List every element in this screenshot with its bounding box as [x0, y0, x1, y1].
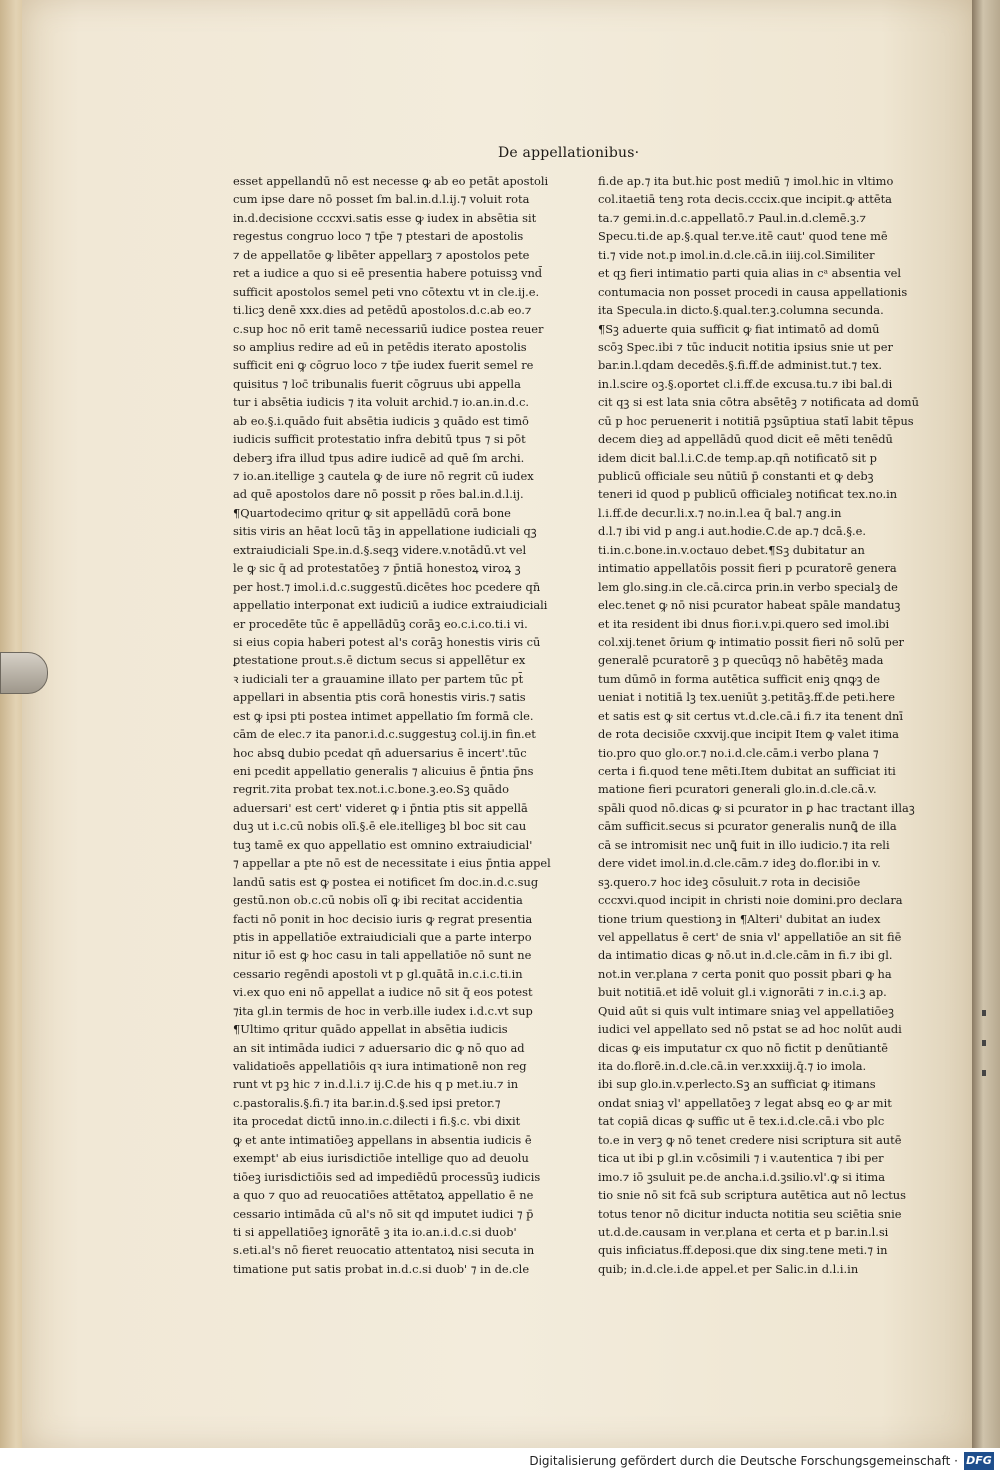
text-line: to.e in verꝫ ꝙ nō tenet credere nisi scriptura sit autē: [598, 1132, 902, 1147]
text-line: ⁊ appellar a pte nō est de necessitate i eius p̄ntia appel: [233, 856, 551, 871]
text-line: tica ut ibi p gl.in v.cōsimili ⁊ i v.autentica ⁊ ibi per: [598, 1151, 884, 1166]
text-line: Quid aūt si quis vult intimare sniaꝫ vel appellatiōeꝫ: [598, 1003, 894, 1018]
text-line: ita procedat dictū inno.in.c.dilecti i fi.§.c. vbi dixit: [233, 1114, 521, 1129]
text-line: c.pastoralis.§.fi.⁊ ita bar.in.d.§.sed ipsi pretor.⁊: [233, 1095, 501, 1110]
text-line: an sit intimāda iudici ⁊ aduersario dic ꝙ nō quo ad: [233, 1040, 525, 1055]
text-line: a quo ⁊ quo ad reuocatiōes attētatoꝝ appellatio ē ne: [233, 1188, 534, 1203]
text-line: cccxvi.quod incipit in christi noie domini.pro declara: [598, 893, 903, 908]
text-line: tur i absētia iudicis ⁊ ita voluit archid.⁊ io.an.in.d.c.: [233, 395, 529, 410]
text-line: cum ipse dare nō posset ſm bal.in.d.l.ij.⁊ voluit rota: [233, 192, 530, 207]
text-line: deberꝫ ifra illud tpus adire iudicē ad quē ſm archi.: [233, 450, 525, 465]
text-line: sufficit eni ꝙ cōgruo loco ⁊ tp̄e iudex fuerit semel re: [233, 358, 534, 373]
text-line: per host.⁊ imol.i.d.c.suggestū.dicētes hoc pcedere qn̄: [233, 579, 541, 594]
text-line: ⁊ de appellatōe ꝙ libēter appellarꝫ ⁊ apostolos pete: [233, 247, 530, 262]
text-line: dere videt imol.in.d.cle.cām.⁊ ideꝫ do.flor.ibi in v.: [598, 856, 881, 871]
text-line: buit notitiā.et idē voluit gl.i v.ignorāti ⁊ in.c.i.ꝫ ap.: [598, 985, 887, 1000]
text-line: vi.ex quo eni nō appellat a iudice nō sit q̄ eos potest: [233, 985, 533, 1000]
text-line: lem glo.sing.in cle.cā.circa prin.in verbo specialꝫ de: [598, 579, 898, 594]
page-fore-edge: [972, 0, 1000, 1448]
text-line: d.l.⁊ ibi vid p ang.i aut.hodie.C.de ap.⁊ dcā.§.e.: [598, 524, 867, 539]
dfg-logo[interactable]: DFG: [964, 1452, 994, 1470]
text-line: tuꝫ tamē ex quo appellatio est omnino extraiudicial': [233, 837, 533, 852]
text-line: iudici vel appellato sed nō pstat se ad hoc nolūt audi: [598, 1022, 902, 1037]
text-line: ¶Quartodecimo qritur ꝙ sit appellādū corā bone: [233, 505, 511, 520]
text-line: aduersari' est cert' videret ꝙ i p̄ntia ptis sit appellā: [233, 800, 528, 815]
text-line: imo.⁊ iō ꝫsuluit pe.de ancha.i.d.ꝫsilio.vl'.ꝙ si itima: [598, 1169, 885, 1184]
text-line: decem dieꝫ ad appellādū quod dicit eē mēti tenēdū: [598, 432, 893, 447]
text-line: gestū.non ob.c.cū nobis olī ꝙ ibi recitat accidentia: [233, 893, 523, 908]
edge-mark: [982, 1010, 986, 1016]
text-line: in.l.scire oꝫ.§.oportet cl.i.ff.de excusa.tu.⁊ ibi bal.di: [598, 376, 893, 391]
text-line: regrit.⁊ita probat tex.not.i.c.bone.ꝫ.eo.Sꝫ quādo: [233, 782, 509, 797]
text-line: dicas ꝙ eis imputatur cx quo nō fictit p denūtiantē: [598, 1040, 889, 1055]
text-line: ab eo.§.i.quādo fuit absētia iudicis ꝫ quādo est timō: [233, 413, 529, 428]
text-line: facti nō ponit in hoc decisio iuris ꝙ regrat presentia: [233, 911, 533, 926]
text-line: regestus congruo loco ⁊ tp̄e ⁊ ptestari de apostolis: [233, 229, 524, 244]
text-line: ptis in appellatiōe extraiudiciali que a parte interpo: [233, 929, 532, 944]
text-line: eni pcedit appellatio generalis ⁊ alicuius ē p̄ntia p̄ns: [233, 764, 534, 778]
text-line: hoc absꝗ dubio pcedat qn̄ aduersarius ē incert'.tūc: [233, 745, 527, 760]
text-line: contumacia non posset procedi in causa appellationis: [598, 284, 908, 299]
text-line: vel appellatus ē cert' de snia vl' appellatiōe an sit fiē: [598, 929, 902, 944]
text-line: ⁊ io.an.itellige ꝫ cautela ꝙ de iure nō regrit cū iudex: [233, 469, 534, 483]
text-line: cū p hoc peruenerit i notitiā pꝫsūptiua statī labit tēpus: [598, 413, 914, 428]
text-line: ¶Sꝫ aduerte quia sufficit ꝙ fiat intimatō ad domū: [598, 321, 880, 336]
text-line: ¶Ultimo qritur quādo appellat in absētia iudicis: [233, 1022, 508, 1037]
text-line: teneri id quod p publicū officialeꝫ notificat tex.no.in: [598, 487, 898, 502]
text-line: extraiudiciali Spe.in.d.§.seqꝫ videre.v.notādū.vt vel: [233, 542, 527, 557]
text-line: timatione put satis probat in.d.c.si duob' ⁊ in de.cle: [233, 1261, 530, 1276]
text-line: exempt' ab eius iurisdictiōe intellige quo ad deuolu: [233, 1151, 529, 1166]
text-line: ꝙ et ante intimatiōeꝫ appellans in absentia iudicis ē: [233, 1132, 532, 1147]
text-line: est ꝙ ipsi pti postea intimet appellatio ſm formā cle.: [233, 708, 534, 723]
text-line: runt vt pꝫ hic ⁊ in.d.l.i.⁊ ij.C.de his q p met.iu.⁊ in: [233, 1077, 519, 1092]
text-line: quisitus ⁊ loc̄ tribunalis fuerit cōgruus ubi appella: [233, 376, 521, 391]
edge-mark: [982, 1070, 986, 1076]
text-line: ita Specula.in dicto.§.qual.ter.ꝫ.columna secunda.: [598, 303, 884, 318]
text-line: le ꝙ sic q̄ ad protestatōeꝫ ⁊ p̄ntiā honestoꝝ viroꝝ ꝫ: [233, 561, 521, 576]
text-line: c.sup hoc nō erit tamē necessariū iudice postea reuer: [233, 321, 544, 336]
binding-clip: [0, 652, 48, 694]
text-line: cām de elec.⁊ ita panor.i.d.c.suggestuꝫ col.ij.in fin.et: [233, 727, 536, 742]
text-line: fi.de ap.⁊ ita but.hic post mediū ⁊ imol.hic in vltimo: [598, 174, 894, 188]
text-line: ibi sup glo.in.v.perlecto.Sꝫ an sufficiat ꝙ itimans: [598, 1077, 876, 1092]
text-line: esset appellandū nō est necesse ꝙ ab eo petāt apostoli: [233, 174, 549, 188]
text-line: de rota decisiōe cxxvij.que incipit Item ꝙ valet itima: [598, 727, 899, 742]
text-line: validatioēs appellatiōis qꝛ iura intimationē non reg: [233, 1059, 527, 1073]
text-line: sꝫ.quero.⁊ hoc ideꝫ cōsuluit.⁊ rota in decisiōe: [598, 874, 861, 889]
text-line: cessario regēndi apostoli vt p gl.quātā in.c.i.c.ti.in: [233, 966, 523, 981]
text-line: tione trium questionꝫ in ¶Alteri' dubitat an iudex: [598, 911, 881, 926]
funding-footer: [0, 1448, 1000, 1475]
text-line: in.d.decisione cccxvi.satis esse ꝙ iudex in absētia sit: [233, 210, 537, 225]
text-line: certa i fi.quod tene mēti.Item dubitat an sufficiat iti: [598, 764, 896, 778]
text-line: cessario intimāda cū al's nō sit qd imputet iudici ⁊ p̄: [233, 1206, 534, 1221]
text-line: ti.⁊ vide not.p imol.in.d.cle.cā.in iiij.col.Similiter: [598, 247, 875, 262]
text-line: sufficit apostolos semel peti vno cōtextu vt in cle.ij.e.: [233, 284, 540, 299]
text-line: ad quē apostolos dare nō possit p rōes bal.in.d.l.ij.: [233, 487, 524, 502]
text-line: appellatio interponat ext iudiciū a iudice extraiudiciali: [233, 598, 548, 613]
right-text-column: [598, 172, 919, 1278]
text-line: col.xij.tenet ōrium ꝙ intimatio possit fieri nō solū per: [598, 634, 905, 649]
funding-credit: Digitalisierung gefördert durch die Deutsche Forschungsgemeinschaft ·: [529, 1454, 958, 1468]
text-line: bar.in.l.qdam decedēs.§.fi.ff.de administ.tut.⁊ tex.: [598, 358, 883, 373]
text-line: l.i.ff.de decur.li.x.⁊ no.in.l.ea q̄ bal.⁊ ang.in: [598, 505, 842, 520]
text-line: si eius copia haberi potest al's corāꝫ honestis viris cū: [233, 634, 541, 649]
text-line: ⁊ita gl.in termis de hoc in verb.ille iudex i.d.c.vt sup: [233, 1003, 533, 1018]
text-line: ti.in.c.bone.in.v.octauo debet.¶Sꝫ dubitatur an: [598, 542, 865, 557]
text-line: ut.d.de.causam in ver.plana et certa et p bar.in.l.si: [598, 1224, 889, 1239]
text-line: et qꝫ fieri intimatio parti quia alias in cᵃ absentia vel: [598, 266, 902, 281]
text-line: elec.tenet ꝙ nō nisi pcurator habeat spāle mandatuꝫ: [598, 598, 901, 613]
text-line: totus tenor nō dicitur inducta notitia seu sciētia snie: [598, 1206, 902, 1221]
text-line: tat copiā dicas ꝙ suffic ut ē tex.i.d.cle.cā.i vbo plc: [598, 1114, 885, 1129]
text-line: generalē pcuratorē ꝫ p quecūqꝫ nō habētēꝫ mada: [598, 653, 884, 668]
text-line: cit qꝫ si est lata snia cōtra absētēꝫ ⁊ notificata ad domū: [598, 395, 919, 410]
text-line: not.in ver.plana ⁊ certa ponit quo possit pbari ꝙ ha: [598, 966, 892, 981]
text-line: landū satis est ꝙ postea ei notificet ſm doc.in.d.c.sug: [233, 874, 539, 889]
edge-mark: [982, 1040, 986, 1046]
text-line: nitur iō est ꝙ hoc casu in tali appellatiōe nō sunt ne: [233, 948, 532, 963]
text-line: tum dūmō in forma autētica sufficit eniꝫ qnꝙꝫ de: [598, 671, 880, 686]
text-line: tio.pro quo glo.or.⁊ no.i.d.cle.cām.i verbo plana ⁊: [598, 745, 879, 760]
text-line: idem dicit bal.l.i.C.de temp.ap.qn̄ notificatō sit p: [598, 450, 877, 465]
text-line: ita do.florē.in.d.cle.cā.in ver.xxxiij.q̄.⁊ io imola.: [598, 1059, 867, 1073]
running-header: De appellationibus·: [498, 145, 640, 161]
text-line: so amplius redire ad eū in petēdis iterato apostolis: [233, 339, 527, 354]
text-line: ꝛ iudiciali ter a grauamine illato per partem tūc pt̄: [233, 671, 524, 686]
text-line: s.eti.al's nō fieret reuocatio attentatoꝝ nisi secuta in: [233, 1243, 535, 1258]
text-line: duꝫ ut i.c.cū nobis olī.§.ē ele.itelligeꝫ bl boc sit cau: [233, 819, 527, 834]
text-line: intimatio appellatōis possit fieri p pcuratorē genera: [598, 561, 897, 576]
text-line: iudicis sufficit protestatio infra debitū tpus ⁊ si pōt: [233, 432, 526, 447]
text-line: appellari in absentia ptis corā honestis viris.⁊ satis: [233, 690, 526, 705]
text-line: cām sufficit.secus si pcurator generalis nunꝗ̄ de illa: [598, 819, 897, 834]
text-line: publicū officiale seu nūtiū p̄ constanti et ꝙ debꝫ: [598, 469, 874, 483]
text-line: da intimatio dicas ꝙ nō.ut in.d.cle.cām in fi.⁊ ibi gl.: [598, 948, 893, 963]
text-line: quis inficiatus.ff.deposi.que dix sing.tene meti.⁊ in: [598, 1243, 888, 1258]
text-line: ueniat i notitiā lꝫ tex.ueniūt ꝫ.petitāꝫ.ff.de peti.here: [598, 690, 895, 705]
text-line: tio snie nō sit fcā sub scriptura autētica aut nō lectus: [598, 1188, 906, 1203]
text-line: ret a iudice a quo si eē presentia habere potuissꝫ vnd̄: [233, 266, 543, 281]
text-line: ti.licꝫ denē xxx.dies ad petēdū apostolos.d.c.ab eo.⁊: [233, 303, 532, 318]
left-text-column: [233, 172, 551, 1278]
text-line: et satis est ꝙ sit certus vt.d.cle.cā.i fi.⁊ ita tenent dnī: [598, 708, 904, 723]
text-line: col.itaetiā tenꝫ rota decis.cccix.que incipit.ꝙ attēta: [598, 192, 892, 207]
text-line: sitis viris an hēat locū tāꝫ in appellatione iudiciali qꝫ: [233, 524, 537, 539]
text-line: et ita resident ibi dnus fior.i.v.pi.quero sed imol.ibi: [598, 616, 890, 631]
text-line: matione fieri pcuratori generali glo.in.d.cle.cā.v.: [598, 782, 877, 797]
text-line: ti si appellatiōeꝫ ignorātē ꝫ ita io.an.i.d.c.si duob': [233, 1224, 517, 1239]
text-line: cā se intromisit nec unꝗ̄ fuit in illo iudicio.⁊ ita reli: [598, 837, 890, 852]
text-line: tiōeꝫ iurisdictiōis sed ad impediēdū processūꝫ iudicis: [233, 1169, 541, 1184]
text-line: er procedēte tūc ē appellādūꝫ corāꝫ eo.c.i.co.ti.i vi.: [233, 616, 528, 631]
text-line: ta.⁊ gemi.in.d.c.appellatō.⁊ Paul.in.d.clemē.ꝫ.⁊: [598, 210, 867, 225]
text-line: ondat sniaꝫ vl' appellatōeꝫ ⁊ legat absꝗ eo ꝙ ar mit: [598, 1095, 892, 1110]
text-line: spāli quod nō.dicas ꝙ si pcurator in ꝑ hac tractant illaꝫ: [598, 800, 915, 815]
text-line: scōꝫ Spec.ibi ⁊ tūc inducit notitia ipsius snie ut per: [598, 339, 893, 354]
text-line: Specu.ti.de ap.§.qual ter.ve.itē caut' quod tene mē: [598, 229, 888, 244]
text-line: quib; in.d.cle.i.de appel.et per Salic.in d.l.i.in: [598, 1261, 859, 1276]
text-line: ꝑtestatione prout.s.ē dictum secus si appellētur ex: [233, 653, 526, 668]
